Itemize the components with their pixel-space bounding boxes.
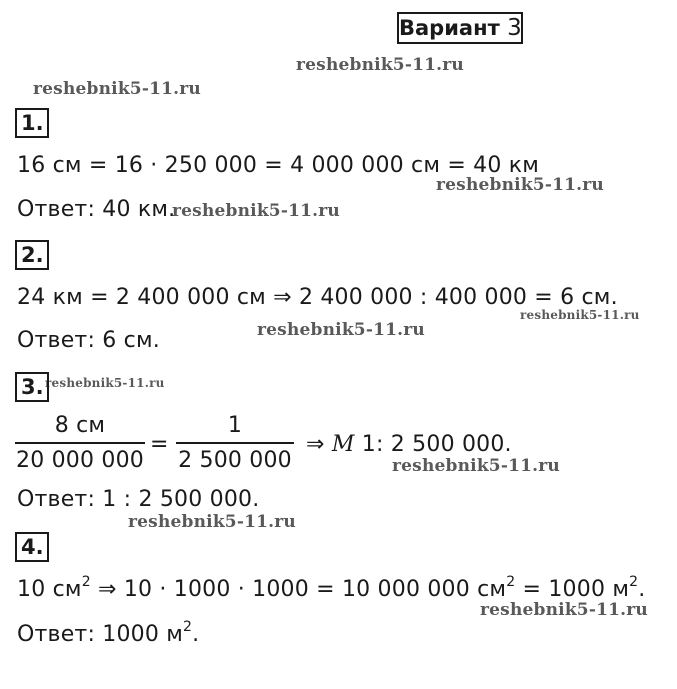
watermark: reshebnik5-11.ru <box>172 201 340 221</box>
watermark: reshebnik5-11.ru <box>257 320 425 340</box>
task-number-badge: 4. <box>15 532 49 562</box>
watermark: reshebnik5-11.ru <box>392 456 560 476</box>
equation-part: 10 см <box>17 577 82 602</box>
exponent: 2 <box>506 574 516 590</box>
equation-part: = 1000 м <box>515 577 630 602</box>
implies-sign: ⇒ <box>306 432 325 457</box>
fraction-bar <box>15 442 145 444</box>
equals-sign: = <box>150 432 169 457</box>
watermark: reshebnik5-11.ru <box>45 376 165 390</box>
fraction-ratio <box>15 413 145 474</box>
task-number-badge: 3. <box>15 372 49 402</box>
variant-box <box>397 12 523 44</box>
task-answer: Ответ: 1 : 2 500 000. <box>17 487 260 512</box>
task-number-badge: 1. <box>15 108 49 138</box>
equation-part: ⇒ 10 · 1000 · 1000 = 10 000 000 см <box>90 577 507 602</box>
watermark: reshebnik5-11.ru <box>480 600 648 620</box>
answer-text: Ответ: 1000 м <box>17 622 184 647</box>
watermark: reshebnik5-11.ru <box>436 175 604 195</box>
fraction-denominator: 20 000 000 <box>16 448 144 473</box>
scale-symbol: M <box>331 432 355 457</box>
scale-value: 1: 2 500 000. <box>361 432 512 457</box>
fraction-numerator: 8 см <box>54 413 106 438</box>
task-number-badge: 2. <box>15 240 49 270</box>
task-answer <box>17 619 200 648</box>
watermark: reshebnik5-11.ru <box>296 55 464 75</box>
equation-end: . <box>638 577 646 602</box>
fraction-bar <box>176 442 294 444</box>
exponent: 2 <box>81 574 91 590</box>
scale-result <box>306 432 512 458</box>
watermark: reshebnik5-11.ru <box>520 308 640 322</box>
exponent: 2 <box>183 619 193 635</box>
watermark: reshebnik5-11.ru <box>128 512 296 532</box>
task-answer: Ответ: 6 см. <box>17 328 160 353</box>
fraction-numerator: 1 <box>227 413 243 438</box>
exponent: 2 <box>629 574 639 590</box>
task-equation: 16 см = 16 · 250 000 = 4 000 000 см = 40 км <box>17 153 540 178</box>
fraction-scale <box>176 413 294 474</box>
fraction-denominator: 2 500 000 <box>178 448 292 473</box>
task-equation: 24 км = 2 400 000 см ⇒ 2 400 000 : 400 000 = 6 см. <box>17 285 618 310</box>
variant-label: Вариант <box>399 16 500 40</box>
answer-end: . <box>192 622 200 647</box>
task-equation <box>17 574 646 603</box>
watermark: reshebnik5-11.ru <box>33 79 201 99</box>
task-answer: Ответ: 40 км. <box>17 197 176 222</box>
variant-number: 3 <box>507 15 522 41</box>
